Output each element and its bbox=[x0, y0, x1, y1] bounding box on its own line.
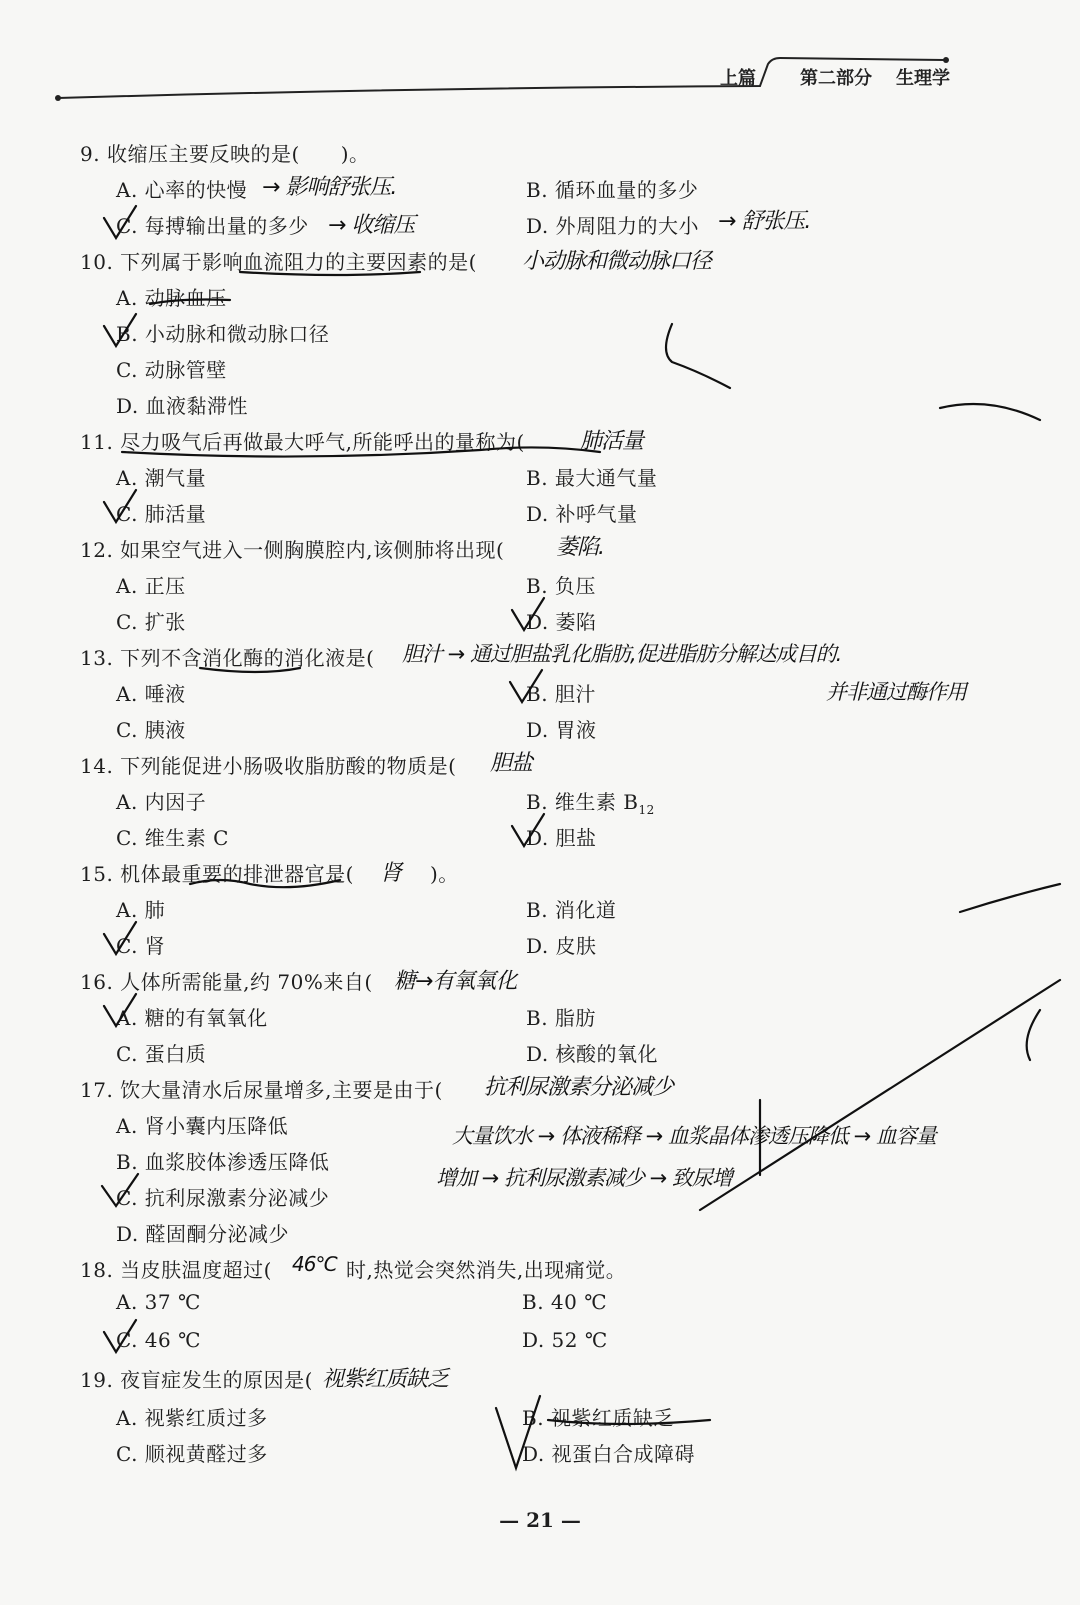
question-18-option-c: C. 46 ℃ bbox=[116, 1328, 201, 1352]
question-17-option-d: D. 醛固酮分泌减少 bbox=[116, 1222, 290, 1246]
question-18-option-b: B. 40 ℃ bbox=[522, 1290, 608, 1314]
question-10-stem: 10. 下列属于影响血流阻力的主要因素的是( bbox=[80, 250, 477, 274]
handwritten-note-q17: 抗利尿激素分泌减少 bbox=[484, 1075, 674, 1100]
question-9-option-c: C. 每搏输出量的多少 bbox=[116, 214, 309, 238]
question-11-option-b: B. 最大通气量 bbox=[526, 466, 658, 490]
question-15-option-d: D. 皮肤 bbox=[526, 934, 597, 958]
question-9-option-d: D. 外周阻力的大小 bbox=[526, 214, 700, 238]
handwritten-note-q16: 糖→有氧氧化 bbox=[394, 969, 517, 994]
question-16-option-d: D. 核酸的氧化 bbox=[526, 1042, 659, 1066]
question-19-option-c: C. 顺视黄醛过多 bbox=[116, 1442, 268, 1466]
question-11-option-d: D. 补呼气量 bbox=[526, 502, 638, 526]
stray-stroke-2 bbox=[940, 404, 1040, 420]
handwritten-note-q15: 肾 bbox=[380, 861, 402, 886]
question-15-option-c: C. 肾 bbox=[116, 934, 166, 958]
header-rule bbox=[0, 0, 1080, 120]
question-12-option-d: D. 萎陷 bbox=[526, 610, 597, 634]
page-number: — 21 — bbox=[499, 1508, 581, 1532]
header-part: 上篇 bbox=[720, 68, 756, 89]
question-14-option-d: D. 胆盐 bbox=[526, 826, 597, 850]
stray-stroke-5 bbox=[700, 980, 1060, 1210]
handwritten-note-q18: 46℃ bbox=[292, 1252, 337, 1276]
question-11-option-c: C. 肺活量 bbox=[116, 502, 207, 526]
question-18-option-a: A. 37 ℃ bbox=[116, 1290, 201, 1314]
question-19-option-d: D. 视蛋白合成障碍 bbox=[522, 1442, 696, 1466]
question-15-stem-tail: )。 bbox=[430, 862, 459, 886]
handwritten-note-q9-d: → 舒张压. bbox=[718, 209, 811, 234]
question-12-option-a: A. 正压 bbox=[116, 574, 186, 598]
handwritten-note-q9-a: → 影响舒张压. bbox=[262, 175, 397, 200]
handwritten-explanation-line2: 增加 → 抗利尿激素减少 → 致尿增 bbox=[436, 1166, 732, 1190]
stray-stroke-3 bbox=[960, 884, 1060, 912]
question-12-stem: 12. 如果空气进入一侧胸膜腔内,该侧肺将出现( bbox=[80, 538, 505, 562]
question-9-stem: 9. 收缩压主要反映的是( )。 bbox=[80, 142, 370, 166]
question-18-option-d: D. 52 ℃ bbox=[522, 1328, 608, 1352]
question-9-option-b: B. 循环血量的多少 bbox=[526, 178, 699, 202]
question-12-option-b: B. 负压 bbox=[526, 574, 596, 598]
question-16-stem: 16. 人体所需能量,约 70%来自( bbox=[80, 970, 373, 994]
question-13-option-b: B. 胆汁 bbox=[526, 682, 596, 706]
question-15-option-a: A. 肺 bbox=[116, 898, 166, 922]
question-12-option-c: C. 扩张 bbox=[116, 610, 186, 634]
question-17-option-b: B. 血浆胶体渗透压降低 bbox=[116, 1150, 330, 1174]
handwritten-note-q11: 肺活量 bbox=[580, 429, 644, 454]
question-16-option-b: B. 脂肪 bbox=[526, 1006, 596, 1030]
question-19-stem: 19. 夜盲症发生的原因是( bbox=[80, 1368, 313, 1392]
question-13-option-c: C. 胰液 bbox=[116, 718, 186, 742]
question-18-stem-tail: 时,热觉会突然消失,出现痛觉。 bbox=[346, 1258, 627, 1282]
handwritten-note-q13-line2: 并非通过酶作用 bbox=[826, 680, 966, 704]
handwritten-note-q14: 胆盐 bbox=[490, 751, 533, 776]
stray-stroke-4 bbox=[1027, 1010, 1040, 1060]
question-10-option-c: C. 动脉管壁 bbox=[116, 358, 227, 382]
question-19-option-b: B. 视紫红质缺乏 bbox=[522, 1406, 674, 1430]
handwritten-note-q10: 小动脉和微动脉口径 bbox=[522, 249, 712, 274]
handwritten-note-q13: 胆汁 → 通过胆盐乳化脂肪,促进脂肪分解达成目的. bbox=[402, 642, 842, 666]
question-13-stem: 13. 下列不含消化酶的消化液是( bbox=[80, 646, 375, 670]
question-15-stem: 15. 机体最重要的排泄器官是( bbox=[80, 862, 354, 886]
question-19-option-a: A. 视紫红质过多 bbox=[116, 1406, 268, 1430]
question-17-option-c: C. 抗利尿激素分泌减少 bbox=[116, 1186, 330, 1210]
question-11-stem: 11. 尽力吸气后再做最大呼气,所能呼出的量称为( bbox=[80, 430, 525, 454]
question-11-option-a: A. 潮气量 bbox=[116, 466, 207, 490]
question-10-option-b: B. 小动脉和微动脉口径 bbox=[116, 322, 330, 346]
question-14-option-b: B. 维生素 $B_{12}$ bbox=[526, 790, 655, 817]
header-subject: 生理学 bbox=[896, 68, 950, 89]
subscript-12: 12 bbox=[638, 803, 655, 817]
question-17-stem: 17. 饮大量清水后尿量增多,主要是由于( bbox=[80, 1078, 443, 1102]
handwritten-note-q19: 视紫红质缺乏 bbox=[322, 1367, 449, 1392]
question-14-option-a: A. 内因子 bbox=[116, 790, 207, 814]
handwritten-note-q12: 萎陷. bbox=[556, 535, 604, 560]
question-10-option-d: D. 血液黏滞性 bbox=[116, 394, 249, 418]
question-13-option-a: A. 唾液 bbox=[116, 682, 186, 706]
question-17-option-a: A. 肾小囊内压降低 bbox=[116, 1114, 289, 1138]
header-section: 第二部分 bbox=[800, 68, 872, 89]
handwritten-explanation-line1: 大量饮水 → 体液稀释 → 血浆晶体渗透压降低 → 血容量 bbox=[452, 1124, 936, 1148]
question-16-option-a: A. 糖的有氧氧化 bbox=[116, 1006, 268, 1030]
question-16-option-c: C. 蛋白质 bbox=[116, 1042, 207, 1066]
question-14-option-c: C. 维生素 C bbox=[116, 826, 229, 850]
question-9-option-a: A. 心率的快慢 bbox=[116, 178, 248, 202]
question-14-stem: 14. 下列能促进小肠吸收脂肪酸的物质是( bbox=[80, 754, 457, 778]
question-10-option-a: A. 动脉血压 bbox=[116, 286, 227, 310]
question-18-stem: 18. 当皮肤温度超过( bbox=[80, 1258, 272, 1282]
stray-stroke-1 bbox=[666, 324, 730, 388]
question-15-option-b: B. 消化道 bbox=[526, 898, 617, 922]
handwritten-note-q9-c: → 收缩压 bbox=[328, 213, 415, 238]
question-13-option-d: D. 胃液 bbox=[526, 718, 597, 742]
